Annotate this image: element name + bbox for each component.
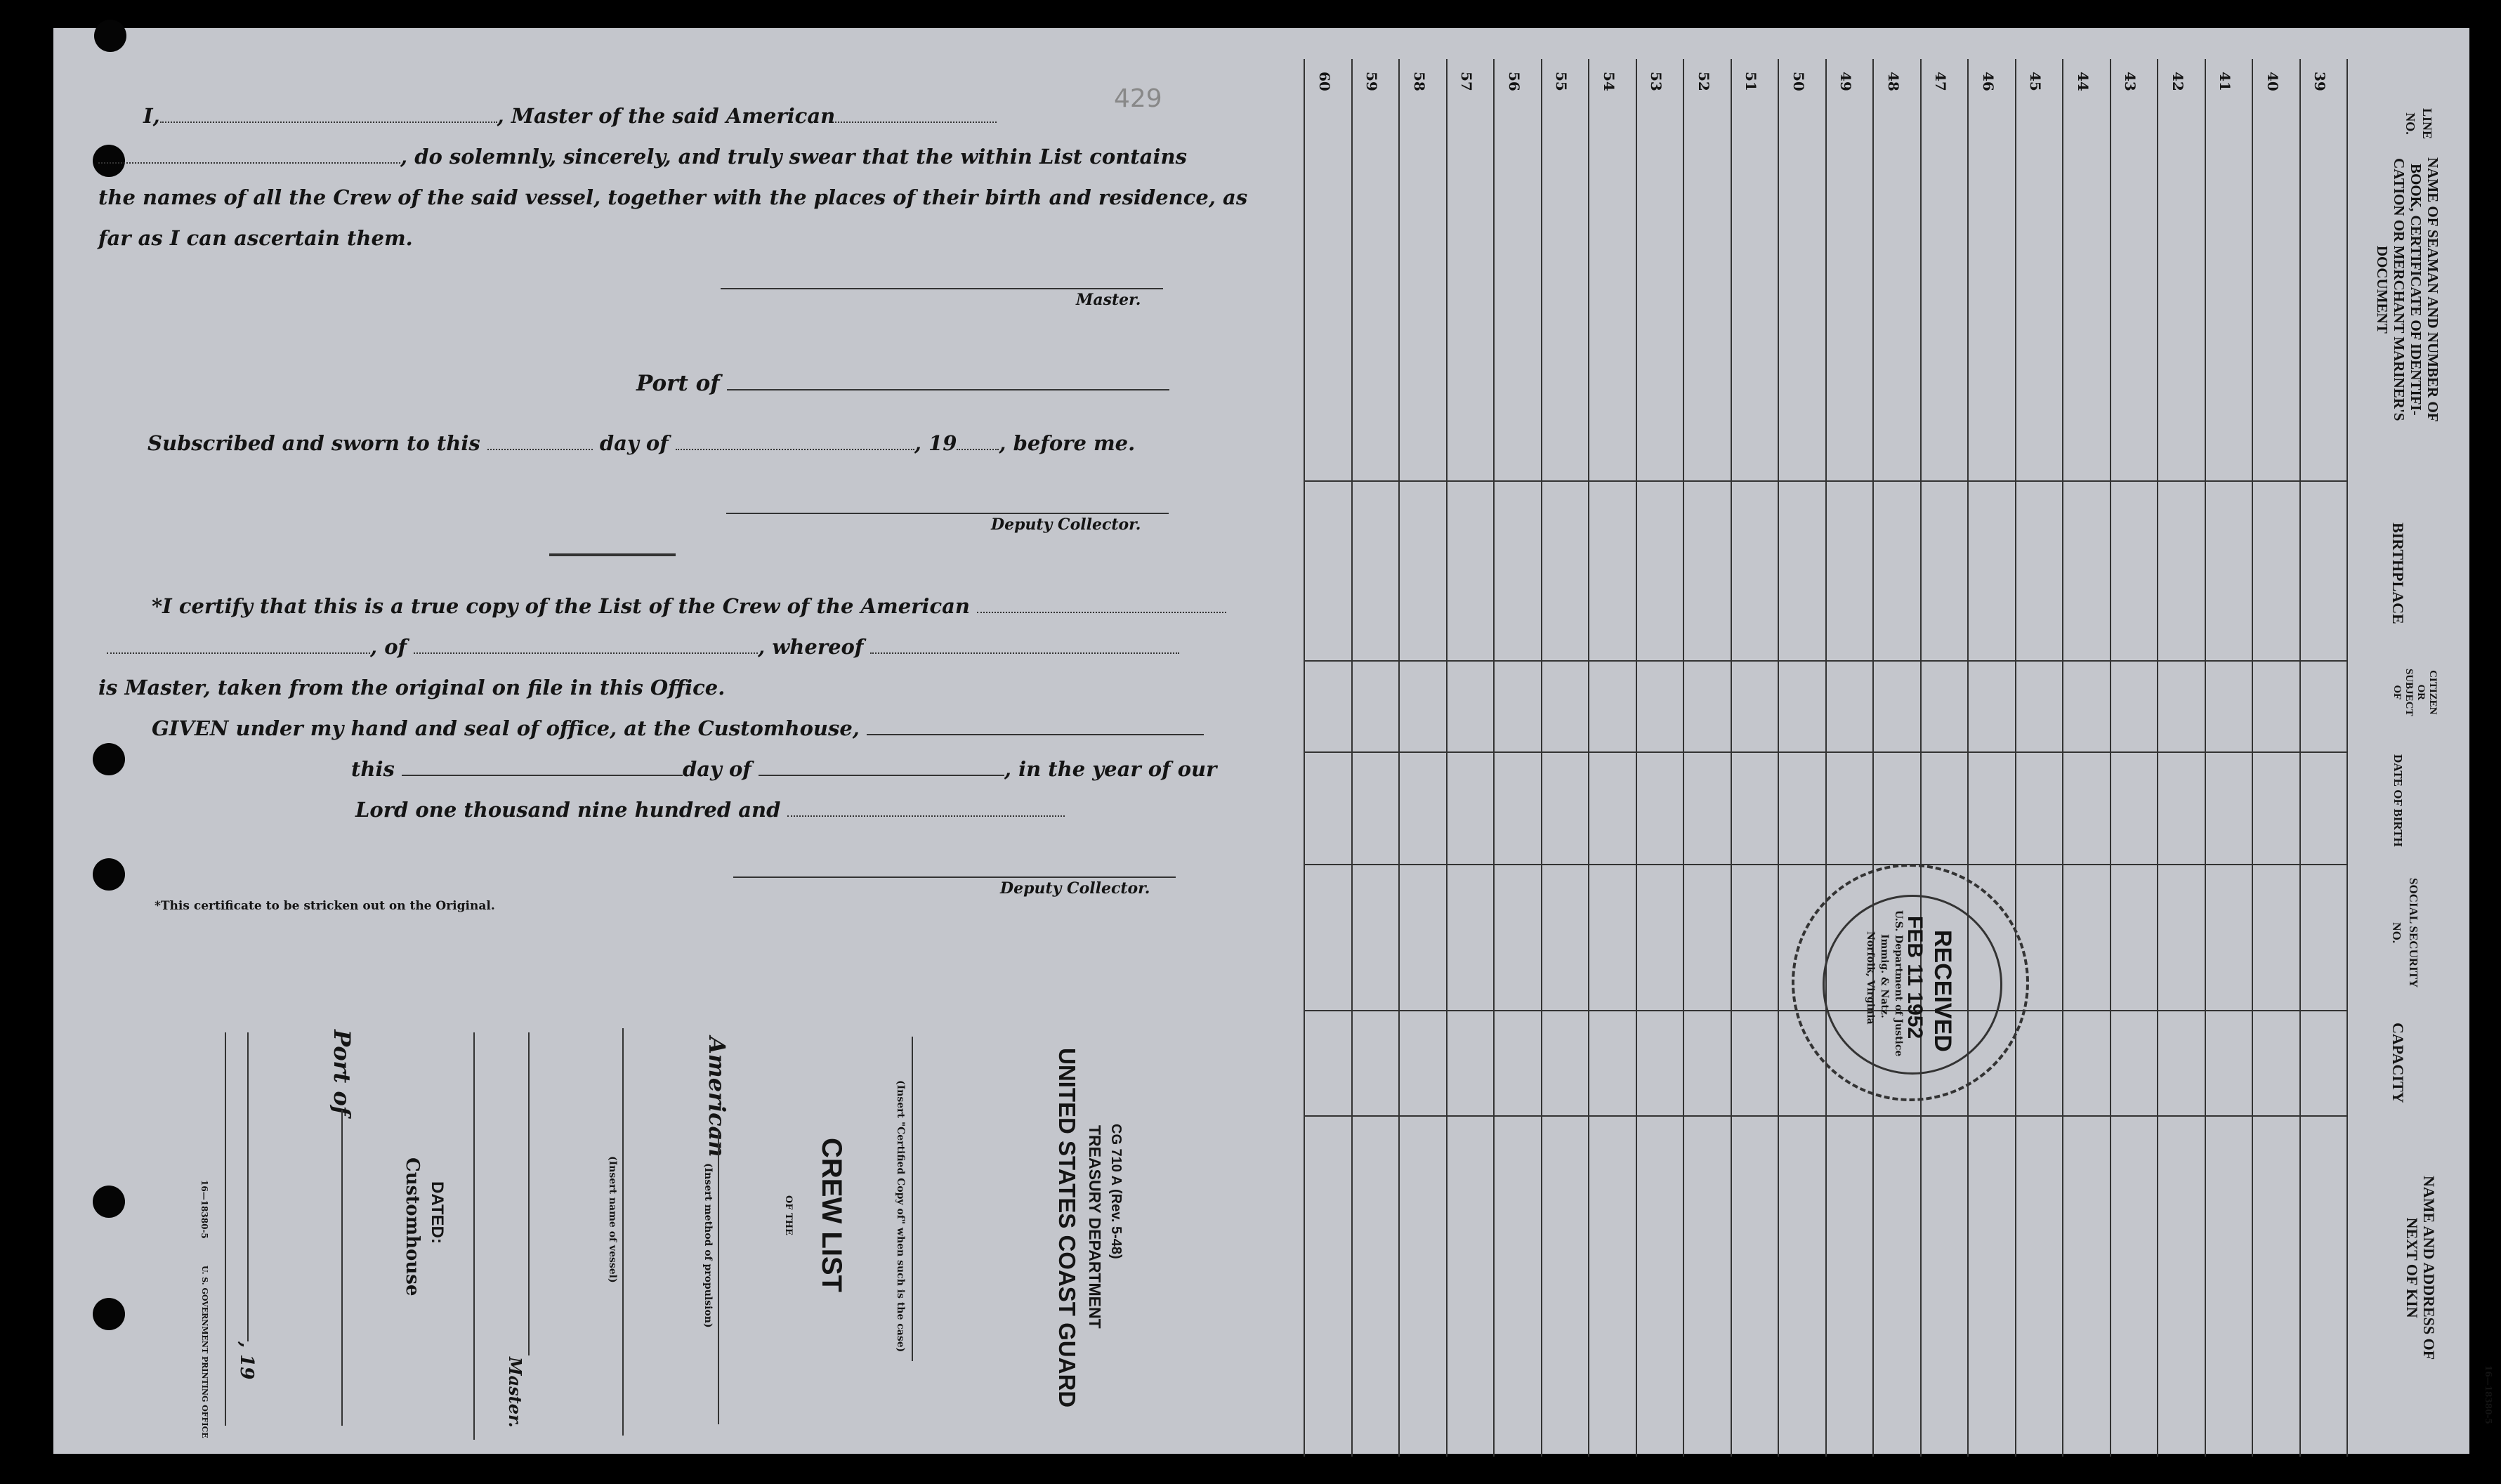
line-number: 46 <box>1979 72 1997 91</box>
oath-line-3: the names of all the Crew of the said vessel, together with the places of their birth and residence, as <box>98 185 1248 209</box>
page-number-stamp: 429 <box>1114 84 1162 113</box>
line-number: 45 <box>2027 72 2044 91</box>
stamp-service: Immig. & Natz. <box>1879 934 1890 1018</box>
row-divider <box>1967 59 1969 1457</box>
line-number: 54 <box>1600 72 1617 91</box>
row-divider <box>1398 59 1400 1457</box>
line-number: 53 <box>1648 72 1665 91</box>
cover-customhouse: Customhouse <box>402 1157 423 1296</box>
crew-table <box>1304 59 2493 1457</box>
stamp-place: Norfolk, Virginia <box>1865 931 1876 1025</box>
row-divider <box>2062 59 2063 1457</box>
line-number: 55 <box>1553 72 1570 91</box>
line-number: 49 <box>1837 72 1855 91</box>
cover-port-line <box>341 1110 343 1426</box>
cover-department: TREASURY DEPARTMENT <box>1086 1125 1104 1329</box>
cover-dated: DATED: <box>428 1181 447 1244</box>
port-of-line: Port of <box>636 371 1169 396</box>
line-number: 39 <box>2311 72 2329 91</box>
row-divider <box>2252 59 2253 1457</box>
cover-vessel-note: (Insert name of vessel) <box>607 1156 618 1283</box>
certificate-footnote: *This certificate to be stricken out on the Original. <box>155 899 495 913</box>
row-divider <box>2110 59 2111 1457</box>
cover-certified-copy-line <box>912 1037 913 1361</box>
certificate-signature-line <box>733 876 1176 878</box>
cover-port-of: Port of <box>329 1030 355 1116</box>
header-next-of-kin: NAME AND ADDRESS OF NEXT OF KIN <box>2403 1176 2438 1360</box>
row-divider <box>2205 59 2206 1457</box>
row-divider <box>1683 59 1684 1457</box>
certificate-line-6: Lord one thousand nine hundred and <box>355 798 1065 822</box>
master-label: Master. <box>1076 291 1141 309</box>
punch-hole <box>93 743 125 775</box>
line-number: 42 <box>2169 72 2186 91</box>
deputy-collector-label: Deputy Collector. <box>991 516 1141 534</box>
line-number: 51 <box>1742 72 1760 91</box>
punch-hole <box>93 1298 125 1330</box>
cover-dated-line <box>473 1032 475 1440</box>
row-divider <box>1588 59 1589 1457</box>
line-number: 58 <box>1410 72 1428 91</box>
row-divider <box>2157 59 2158 1457</box>
row-divider <box>1493 59 1495 1457</box>
header-line-no: LINE NO. <box>2403 108 2434 140</box>
punch-hole <box>93 858 125 891</box>
line-number: 48 <box>1884 72 1902 91</box>
cover-title: CREW LIST <box>816 1138 847 1292</box>
oath-line-1: I, , Master of the said American <box>143 104 997 128</box>
punch-hole <box>94 20 126 52</box>
line-number: 50 <box>1790 72 1807 91</box>
stamp-office: U.S. Department of Justice <box>1893 910 1904 1057</box>
row-divider <box>1446 59 1448 1457</box>
punch-hole <box>93 1186 125 1218</box>
oath-line-2: , do solemnly, sincerely, and truly swear that the within List contains <box>98 145 1187 169</box>
section-divider <box>549 553 676 556</box>
line-number: 57 <box>1458 72 1476 91</box>
cover-master-line <box>528 1032 530 1355</box>
cover-certified-copy-note: (Insert "Certified Copy of" when such is the case) <box>895 1080 906 1353</box>
row-divider <box>1920 59 1922 1457</box>
cover-form-code: CG 710 A (Rev. 5-48) <box>1108 1124 1124 1259</box>
table-print-code: 16—18380-5 <box>2483 1365 2493 1424</box>
master-signature-line <box>721 288 1163 289</box>
row-divider <box>2015 59 2016 1457</box>
row-divider <box>1825 59 1827 1457</box>
cover-american: American <box>704 1037 730 1157</box>
certificate-line-2: , of , whereof <box>107 635 1179 659</box>
table-header-border <box>2346 59 2348 1457</box>
cover-printer: U. S. GOVERNMENT PRINTING OFFICE <box>200 1266 209 1438</box>
row-divider <box>1351 59 1353 1457</box>
cover-print-code: 16—18380-5 <box>199 1180 209 1239</box>
header-citizen: CITIZEN OR SUBJECT OF <box>2391 669 2438 716</box>
header-capacity: CAPACITY <box>2389 1023 2407 1103</box>
stamp-received-word: RECEIVED <box>1929 930 1956 1052</box>
certificate-line-5: this day of , in the year of our <box>351 757 1217 781</box>
line-number: 59 <box>1363 72 1381 91</box>
line-number: 44 <box>2074 72 2092 91</box>
line-number: 40 <box>2264 72 2281 91</box>
line-number: 43 <box>2122 72 2139 91</box>
cover-year: , 19 <box>236 1341 257 1380</box>
line-number: 47 <box>1932 72 1950 91</box>
certificate-line-3: is Master, taken from the original on file in this Office. <box>98 676 726 700</box>
certificate-deputy-collector-label: Deputy Collector. <box>1000 879 1150 898</box>
cover-of-the: OF THE <box>783 1195 794 1235</box>
cover-american-line <box>718 1131 719 1424</box>
header-ssn: SOCIAL SECURITY NO. <box>2390 878 2420 988</box>
cover-year-line-2 <box>225 1032 226 1426</box>
line-number: 56 <box>1505 72 1523 91</box>
line-number: 60 <box>1315 72 1333 91</box>
cover-propulsion-note: (Insert method of propulsion) <box>702 1163 714 1328</box>
oath-line-4: far as I can ascertain them. <box>98 226 413 250</box>
cover-year-line <box>247 1032 249 1341</box>
line-number: 41 <box>2217 72 2234 91</box>
row-divider <box>1778 59 1779 1457</box>
row-divider <box>2299 59 2301 1457</box>
header-date-of-birth: DATE OF BIRTH <box>2391 754 2405 847</box>
stamp-date: FEB 11 1952 <box>1903 916 1926 1039</box>
cover-agency: UNITED STATES COAST GUARD <box>1054 1048 1080 1408</box>
header-seaman-name: NAME OF SEAMAN AND NUMBER OF BOOK, CERTIFICATE OF IDENTIFI- CATION OR MERCHANT MARINER'S DOCUMENT <box>2374 157 2441 422</box>
deputy-collector-signature-line <box>726 513 1169 514</box>
table-left-border <box>1304 59 1305 1457</box>
row-divider <box>1541 59 1542 1457</box>
certificate-line-1: *I certify that this is a true copy of the List of the Crew of the American <box>152 594 1226 618</box>
subscribed-line: Subscribed and sworn to this day of , 19 , before me. <box>147 431 1136 455</box>
crew-list-form-sheet <box>53 28 2493 1454</box>
cover-master: Master. <box>505 1357 525 1428</box>
certificate-line-4: GIVEN under my hand and seal of office, at the Customhouse, <box>152 716 1204 740</box>
header-birthplace: BIRTHPLACE <box>2389 523 2407 624</box>
row-divider <box>1872 59 1874 1457</box>
received-stamp <box>1792 864 2029 1101</box>
row-divider <box>1636 59 1637 1457</box>
row-divider <box>1731 59 1732 1457</box>
cover-vessel-line <box>622 1028 624 1436</box>
line-number: 52 <box>1695 72 1712 91</box>
